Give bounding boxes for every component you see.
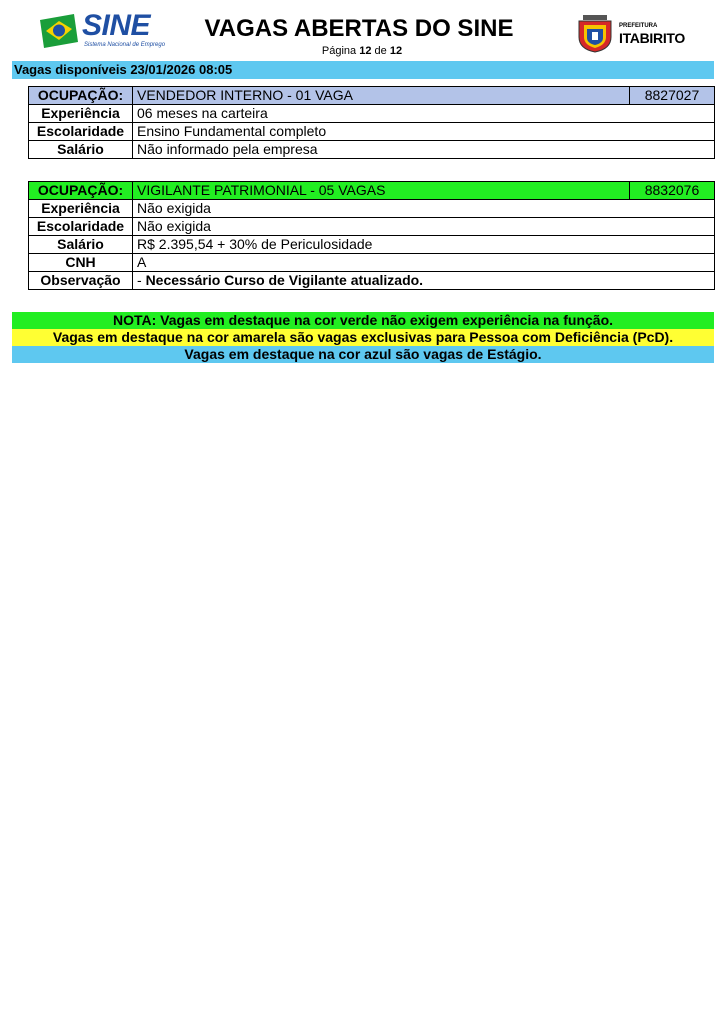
page-header: [0, 0, 724, 62]
table-row: [29, 218, 715, 236]
field-label: Experiência: [29, 200, 133, 218]
observation-prefix: -: [137, 272, 146, 288]
note-blue: Vagas em destaque na cor azul são vagas de Estágio.: [12, 346, 714, 363]
field-label: CNH: [29, 254, 133, 272]
page-current: 12: [359, 45, 372, 57]
field-value: A: [133, 254, 715, 272]
table-row: [29, 236, 715, 254]
occupation-title: VIGILANTE PATRIMONIAL - 05 VAGAS: [133, 182, 630, 200]
table-row: [29, 254, 715, 272]
job-code: 8832076: [630, 182, 715, 200]
note-green: NOTA: Vagas em destaque na cor verde não exigem experiência na função.: [12, 312, 714, 329]
field-label: Escolaridade: [29, 123, 133, 141]
field-value: Não exigida: [133, 200, 715, 218]
field-value: Não informado pela empresa: [133, 141, 715, 159]
prefeitura-city: ITABIRITO: [619, 30, 686, 46]
occupation-row: [29, 87, 715, 105]
occupation-row: [29, 182, 715, 200]
occupation-label: OCUPAÇÃO:: [29, 182, 133, 200]
city-crest-icon: [575, 13, 615, 53]
sine-logo-subtitle: Sistema Nacional de Emprego: [84, 42, 166, 48]
occupation-label: OCUPAÇÃO:: [29, 87, 133, 105]
field-label: Observação: [29, 272, 133, 290]
field-label: Escolaridade: [29, 218, 133, 236]
occupation-title: VENDEDOR INTERNO - 01 VAGA: [133, 87, 630, 105]
prefeitura-logo: [575, 13, 690, 53]
observation-text: Necessário Curso de Vigilante atualizado.: [145, 272, 424, 288]
field-label: Salário: [29, 236, 133, 254]
field-label: Experiência: [29, 105, 133, 123]
availability-date-bar: Vagas disponíveis 23/01/2026 08:05: [12, 61, 714, 79]
field-value: Ensino Fundamental completo: [133, 123, 715, 141]
table-row: [29, 123, 715, 141]
job-code: 8827027: [630, 87, 715, 105]
table-row: [29, 200, 715, 218]
legend-notes: [12, 312, 714, 363]
field-value: [133, 272, 715, 290]
sine-logo-text: SINE: [82, 9, 151, 42]
table-row: [29, 105, 715, 123]
prefeitura-label: PREFEITURA: [619, 23, 658, 29]
field-value: R$ 2.395,54 + 30% de Periculosidade: [133, 236, 715, 254]
page-title: VAGAS ABERTAS DO SINE: [204, 15, 514, 42]
page-total: 12: [389, 45, 403, 57]
table-row: [29, 272, 715, 290]
note-yellow: Vagas em destaque na cor amarela são vagas exclusivas para Pessoa com Deficiência (PcD).: [12, 329, 714, 346]
page-label: Página: [321, 45, 357, 57]
page-of: de: [374, 45, 387, 57]
field-value: Não exigida: [133, 218, 715, 236]
job-table: [28, 86, 715, 159]
field-label: Salário: [29, 141, 133, 159]
job-table: [28, 181, 715, 290]
field-value: 06 meses na carteira: [133, 105, 715, 123]
table-row: [29, 141, 715, 159]
